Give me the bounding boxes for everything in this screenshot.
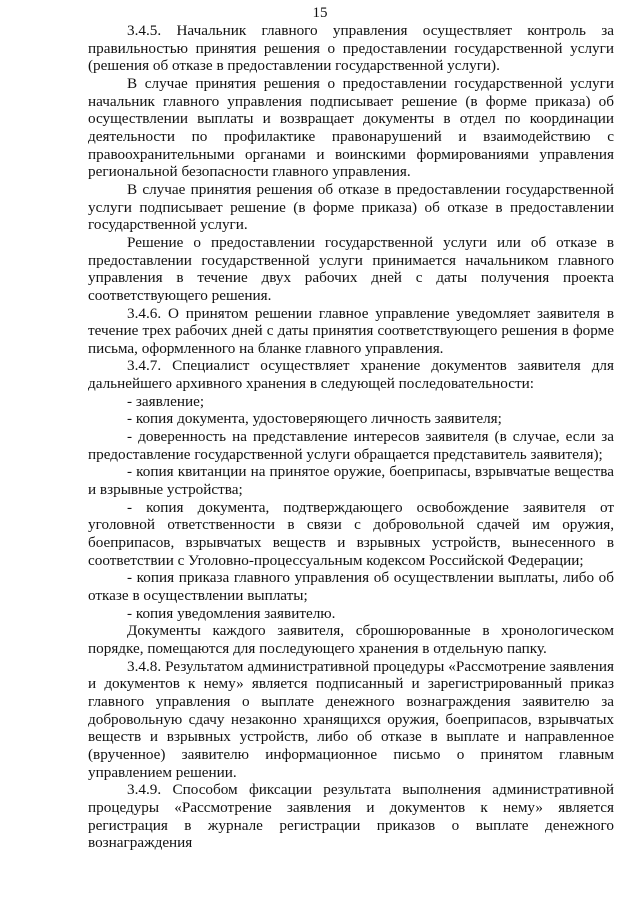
list-item: - копия приказа главного управления об осуществлении выплаты, либо об отказе в осуществлении выплаты; [88, 569, 614, 604]
paragraph-3-4-7: 3.4.7. Специалист осуществляет хранение документов заявителя для дальнейшего архивного хранения в следующей последовательности: [88, 357, 614, 393]
paragraph-archiving: Документы каждого заявителя, сброшюрованные в хронологическом порядке, помещаются для последующего хранения в отдельную папку. [88, 622, 614, 657]
document-body [88, 22, 614, 852]
paragraph-3-4-8: 3.4.8. Результатом административной процедуры «Рассмотрение заявления и документов к нему» является подписанный и зарегистрированный приказ главного управления о выплате денежного вознаграждения заявителю за добровольную сдачу незаконно хранящихся оружия, боеприпасов, взрывчатых веществ и взрывных устройств, либо об отказе в выплате и направленное (врученное) заявителю информационное письмо о принятом главным управлением решении. [88, 657, 614, 781]
paragraph-3-4-9: 3.4.9. Способом фиксации результата выполнения административной процедуры «Рассмотрение заявления и документов к нему» является регистрация в журнале регистрации приказов о выплате денежного вознаграждения [88, 781, 614, 852]
list-item: - копия уведомления заявителю. [127, 604, 336, 622]
page-number: 15 [312, 5, 328, 21]
list-item: - копия документа, подтверждающего освобождение заявителя от уголовной ответственности в связи с добровольной сдачей им оружия, боеприпасов, взрывчатых веществ и взрывных устройств, вынесенного в соответствии с Уголовно-процессуальным кодексом Российской Федерации; [88, 498, 614, 569]
paragraph-refusal-case: В случае принятия решения об отказе в предоставлении государственной услуги подписывает решение (в форме приказа) об отказе в предоставлении государственной услуги. [88, 180, 614, 234]
paragraph-decision-timing: Решение о предоставлении государственной услуги или об отказе в предоставлении государственной услуги принимается начальником главного управления в течение двух рабочих дней с даты получения проекта соответствующего решения. [88, 233, 614, 304]
paragraph-3-4-5: 3.4.5. Начальник главного управления осуществляет контроль за правильностью принятия решения о предоставлении государственной услуги (решения об отказе в предоставлении государственной услуги). [88, 22, 614, 75]
list-item: - доверенность на представление интересов заявителя (в случае, если за предоставление государственной услуги обращается представитель заявителя); [88, 428, 614, 463]
paragraph-3-4-6: 3.4.6. О принятом решении главное управление уведомляет заявителя в течение трех рабочих дней с даты принятия соответствующего решения в форме письма, оформленного на бланке главного управления. [88, 304, 614, 357]
list-item: - копия квитанции на принятое оружие, боеприпасы, взрывчатые вещества и взрывные устройства; [88, 463, 614, 499]
list-item: - заявление; [127, 392, 205, 410]
paragraph-approval-case: В случае принятия решения о предоставлении государственной услуги начальник главного управления подписывает решение (в форме приказа) об осуществлении выплаты и возвращает документы в отдел по координации деятельности по профилактике правонарушений и взаимодействию с правоохранительными органами и воинскими формированиями управления региональной безопасности главного управления. [88, 74, 614, 181]
list-item: - копия документа, удостоверяющего личность заявителя; [127, 410, 502, 428]
